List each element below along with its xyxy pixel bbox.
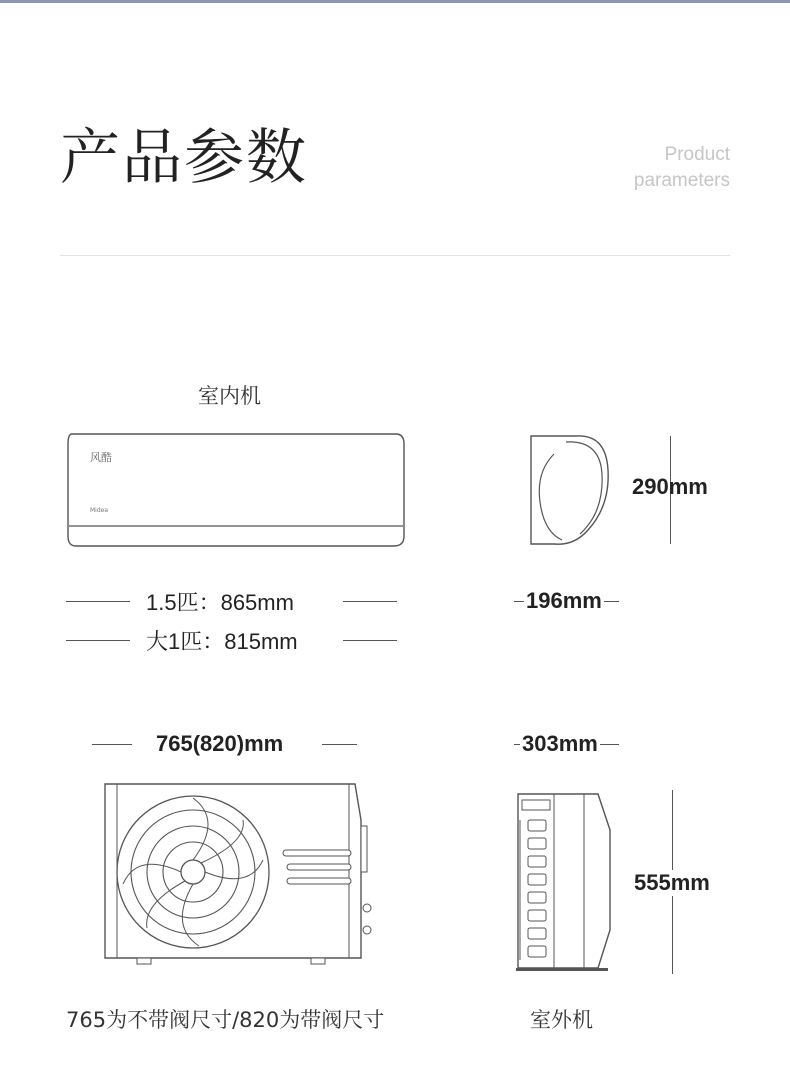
outdoor-unit-front-drawing [103,780,375,968]
header-divider [60,255,730,256]
indoor-width-line-left-1 [66,601,130,602]
indoor-unit-front-drawing [66,432,406,548]
page-subtitle [634,142,730,194]
outdoor-depth-value: 303mm [522,731,598,756]
indoor-width-1hp: 大1匹：815mm [146,629,298,654]
indoor-depth-value: 196mm [526,588,602,613]
outdoor-unit-side-drawing [514,790,614,972]
outdoor-width-line-left [92,744,132,745]
indoor-unit-label: 室内机 [198,384,261,408]
outdoor-size-note: 765为不带阀尺寸/820为带阀尺寸 [66,1008,385,1032]
page-title: 产品参数 [60,123,308,193]
indoor-logo-text: Midea [90,507,109,514]
indoor-brand-mark: 风酷 [90,451,112,464]
indoor-width-15hp: 1.5匹：865mm [146,590,294,615]
indoor-unit-side-drawing [526,432,612,548]
top-accent-bar [0,0,790,3]
indoor-width-line-right-1 [343,601,397,602]
outdoor-width-value: 765(820)mm [156,731,284,756]
indoor-height-value: 290mm [632,474,708,499]
indoor-width-line-right-2 [343,640,397,641]
indoor-width-line-left-2 [66,640,130,641]
subtitle-line-2: parameters [633,170,730,191]
outdoor-height-value: 555mm [634,870,710,895]
outdoor-unit-label: 室外机 [530,1008,593,1032]
subtitle-line-1: Product [664,144,730,165]
outdoor-width-line-right [322,744,357,745]
